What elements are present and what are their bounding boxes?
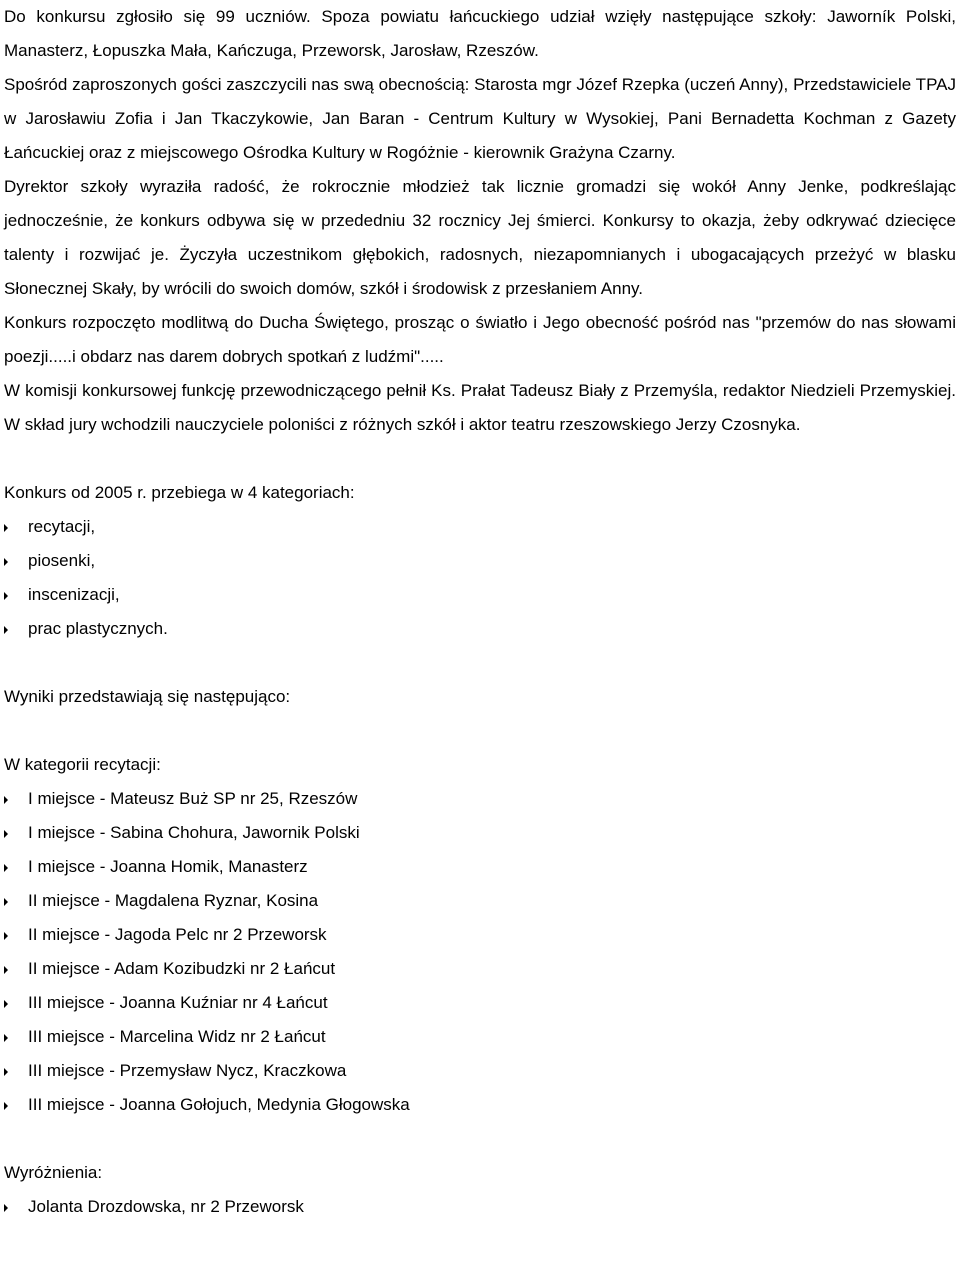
results-intro: Wyniki przedstawiają się następująco:: [4, 687, 291, 706]
list-item: III miejsce - Marcelina Widz nr 2 Łańcut: [4, 1020, 956, 1054]
distinctions-list: [4, 1190, 956, 1224]
bullet-icon: [4, 898, 8, 906]
bullet-icon: [4, 1102, 8, 1110]
bullet-icon: [4, 1000, 8, 1008]
spacer: [4, 646, 956, 680]
list-item: II miejsce - Magdalena Ryznar, Kosina: [4, 884, 956, 918]
spacer: [4, 714, 956, 748]
bullet-icon: [4, 592, 8, 600]
list-item: II miejsce - Adam Kozibudzki nr 2 Łańcut: [4, 952, 956, 986]
bullet-icon: [4, 1068, 8, 1076]
list-item: I miejsce - Joanna Homik, Manasterz: [4, 850, 956, 884]
bullet-icon: [4, 1034, 8, 1042]
bullet-icon: [4, 932, 8, 940]
bullet-icon: [4, 558, 8, 566]
recitation-heading: W kategorii recytacji:: [4, 755, 161, 774]
spacer: [4, 442, 956, 476]
paragraph-guests: Spośród zaproszonych gości zaszczycili nas swą obecnością: Starosta mgr Józef Rzepka (uczeń Anny), Przedstawiciele TPAJ w Jarosławiu Zofia i Jan Tkaczykowie, Jan Baran - Centrum Kultury w Wysokiej, Pani Bernadetta Kochman z Gazety Łańcuckiej oraz z miejscowego Ośrodka Kultury w Rogóżnie - kierownik Grażyna Czarny.: [4, 75, 956, 162]
paragraph-director-speech: Dyrektor szkoły wyraziła radość, że rokrocznie młodzież tak licznie gromadzi się wokół Anny Jenke, podkreślając jednocześnie, że konkurs odbywa się w przededniu 32 rocznicy Jej śmierci. Konkursy to okazja, żeby odkrywać dziecięce talenty i rozwijać je. Życzyła uczestnikom głębokich, radosnych, niezapomnianych i ubogacających przeżyć w blasku Słonecznej Skały, by wrócili do swoich domów, szkół i środowisk z przesłaniem Anny.: [4, 177, 956, 298]
bullet-icon: [4, 1204, 8, 1212]
bullet-icon: [4, 864, 8, 872]
categories-intro: Konkurs od 2005 r. przebiega w 4 kategoriach:: [4, 483, 355, 502]
paragraph-participants: Do konkursu zgłosiło się 99 uczniów. Spoza powiatu łańcuckiego udział wzięły następujące szkoły: Jaworník Polski, Manasterz, Łopuszka Mała, Kańczuga, Przeworsk, Jarosław, Rzeszów.: [4, 7, 956, 60]
bullet-icon: [4, 626, 8, 634]
list-item: III miejsce - Joanna Kuźniar nr 4 Łańcut: [4, 986, 956, 1020]
bullet-icon: [4, 966, 8, 974]
recitation-results-list: [4, 782, 956, 1122]
list-item: recytacji,: [4, 510, 956, 544]
bullet-icon: [4, 830, 8, 838]
distinctions-heading: Wyróżnienia:: [4, 1163, 103, 1182]
bullet-icon: [4, 796, 8, 804]
spacer: [4, 1122, 956, 1156]
list-item: III miejsce - Przemysław Nycz, Kraczkowa: [4, 1054, 956, 1088]
list-item: Jolanta Drozdowska, nr 2 Przeworsk: [4, 1190, 956, 1224]
list-item: III miejsce - Joanna Gołojuch, Medynia Głogowska: [4, 1088, 956, 1122]
list-item: II miejsce - Jagoda Pelc nr 2 Przeworsk: [4, 918, 956, 952]
list-item: I miejsce - Sabina Chohura, Jawornik Polski: [4, 816, 956, 850]
list-item: inscenizacji,: [4, 578, 956, 612]
document-page: [4, 0, 956, 1224]
list-item: piosenki,: [4, 544, 956, 578]
list-item: prac plastycznych.: [4, 612, 956, 646]
list-item: I miejsce - Mateusz Buż SP nr 25, Rzeszów: [4, 782, 956, 816]
categories-list: [4, 510, 956, 646]
paragraph-opening-prayer: Konkurs rozpoczęto modlitwą do Ducha Świętego, prosząc o światło i Jego obecność pośród nas "przemów do nas słowami poezji.....i obdarz nas darem dobrych spotkań z ludźmi".....: [4, 313, 956, 366]
paragraph-jury: W komisji konkursowej funkcję przewodniczącego pełnił Ks. Prałat Tadeusz Biały z Przemyśla, redaktor Niedzieli Przemyskiej. W skład jury wchodzili nauczyciele poloniści z różnych szkół i aktor teatru rzeszowskiego Jerzy Czosnyka.: [4, 381, 956, 434]
bullet-icon: [4, 524, 8, 532]
